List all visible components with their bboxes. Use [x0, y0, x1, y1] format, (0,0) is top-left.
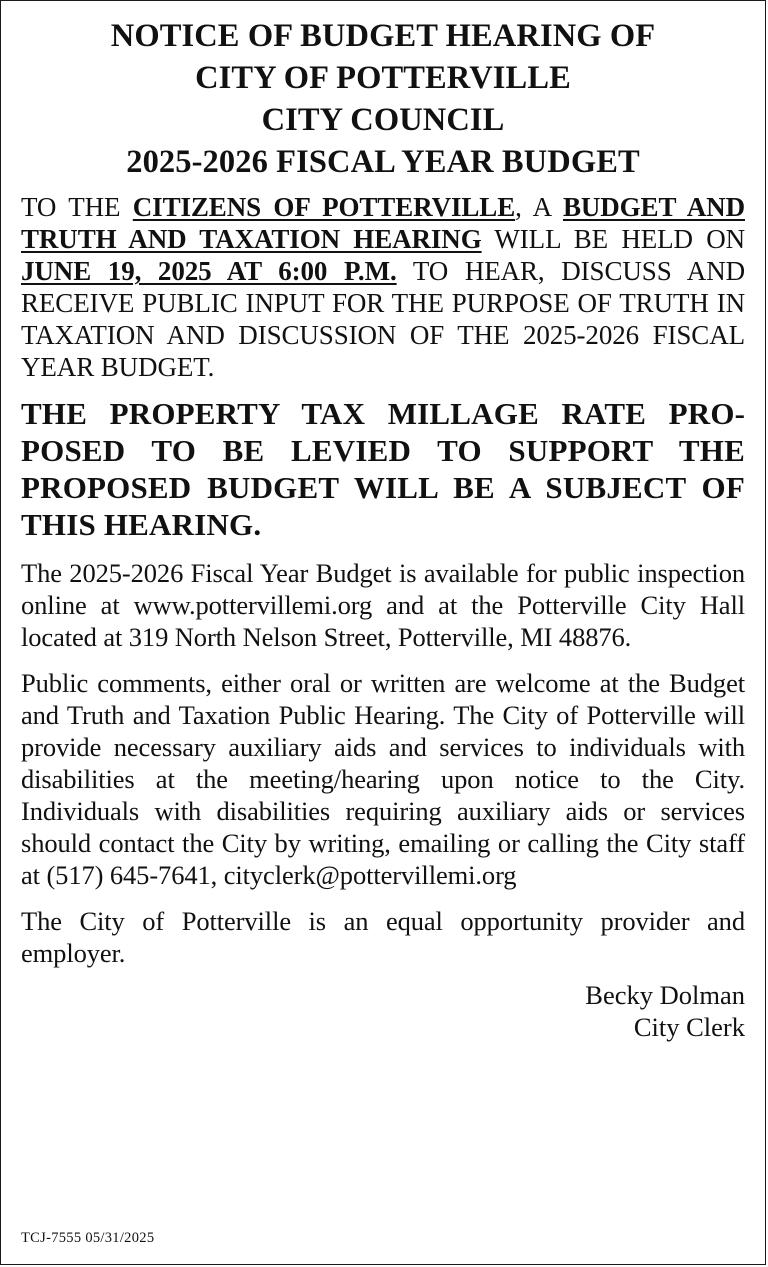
hearing-announcement: [21, 191, 745, 383]
equal-opportunity-paragraph: The City of Potterville is an equal opportunity provider and employer.: [21, 906, 745, 968]
intro-text-3: WILL BE HELD ON: [481, 224, 745, 254]
signature-block: [21, 979, 745, 1043]
title-line-1: NOTICE OF BUDGET HEARING OF: [110, 18, 656, 54]
title-line-3: CITY COUNCIL: [261, 102, 505, 138]
publication-code: TCJ-7555 05/31/2025: [21, 1230, 155, 1246]
signer-name: Becky Dolman: [585, 980, 745, 1010]
hearing-name: BUDGET AND TRUTH AND TAXATION HEARING: [21, 192, 745, 254]
title-line-4: 2025-2026 FISCAL YEAR BUDGET: [126, 144, 640, 180]
millage-rate-statement: THE PROPERTY TAX MILLAGE RATE PROPOSED TO BE LEVIED TO SUPPORT THE PROPOSED BUDGET WILL BE A SUBJECT OF THIS HEARING.: [21, 396, 745, 542]
signer-title: City Clerk: [633, 1012, 745, 1042]
intro-text-4: TO HEAR, DISCUSS AND RECEIVE PUBLIC INPUT FOR THE PURPOSE OF TRUTH IN TAXATION AND DISCUSSION OF THE 2025-2026 FISCAL YEAR BUDGET.: [21, 256, 746, 382]
citizens-of-potterville: CITIZENS OF POTTERVILLE: [132, 192, 516, 222]
title-line-2: CITY OF POTTERVILLE: [195, 60, 571, 96]
public-comments-paragraph: Public comments, either oral or written are welcome at the Budget and Truth and Taxation Public Hearing. The City of Potterville will provide necessary auxiliary aids and services to individuals with disabilities at the meeting/hearing upon notice to the City. Individuals with disabilities requiring auxiliary aids or services should contact the City by writing, emailing or calling the City staff at (517) 645-7641, cityclerk@pottervillemi.org: [21, 668, 745, 890]
notice-title: [21, 15, 745, 183]
intro-text-1: TO THE: [21, 192, 133, 222]
budget-availability-paragraph: The 2025-2026 Fiscal Year Budget is available for public inspection online at www.pottervillemi.org and at the Potterville City Hall located at 319 North Nelson Street, Potterville, MI 48876.: [21, 558, 745, 652]
intro-text-2: , A: [515, 192, 563, 222]
hearing-date-time: JUNE 19, 2025 AT 6:00 P.M.: [21, 256, 397, 286]
